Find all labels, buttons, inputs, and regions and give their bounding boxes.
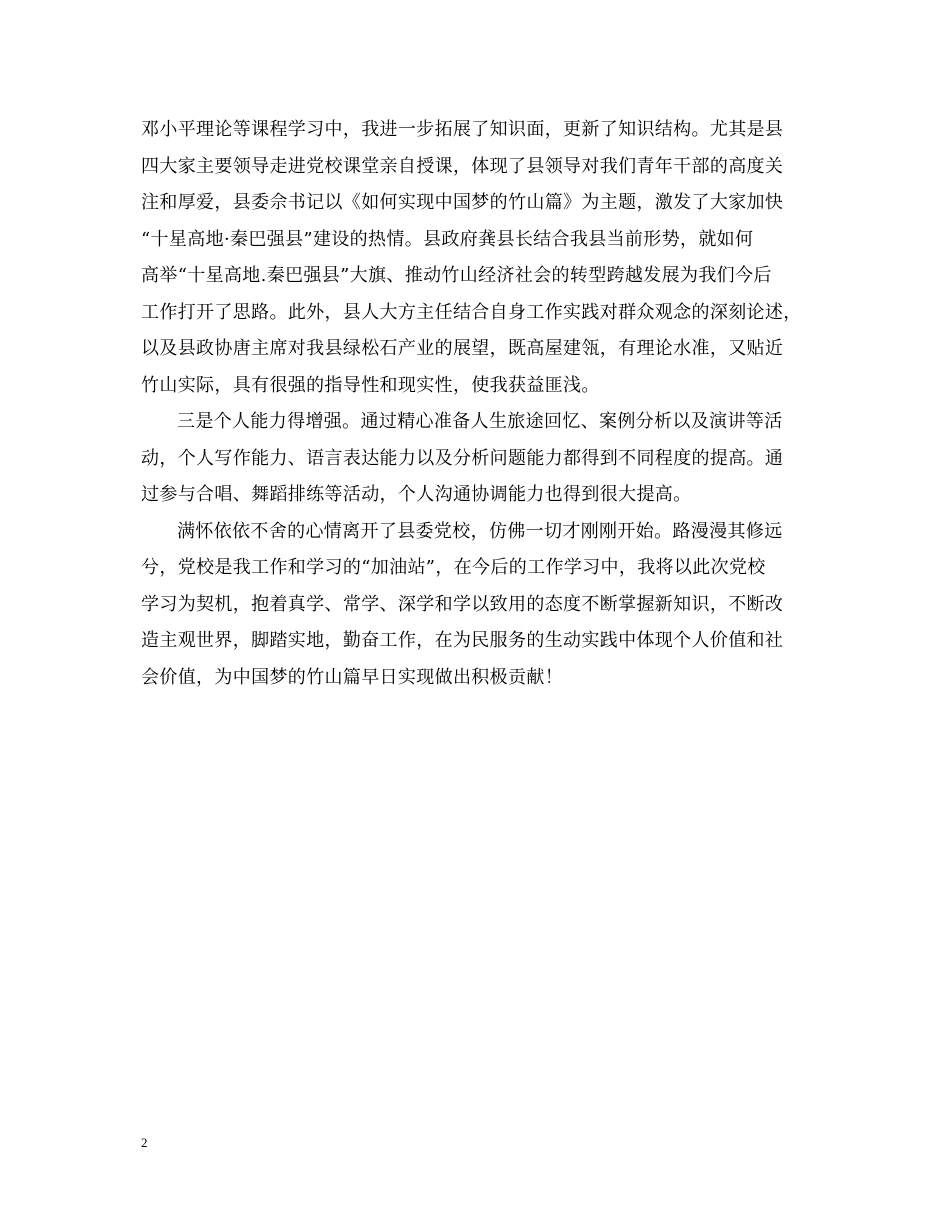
paragraph-first-line: 满怀依依不舍的心情离开了县委党校，仿佛一切才刚刚开始。路漫漫其修远 [177,520,783,542]
text-line: 工作打开了思路。此外，县人大方主任结合自身工作实践对群众观念的深刻论述， [141,301,802,323]
page-number: 2 [141,1135,148,1150]
text-line: 会价值，为中国梦的竹山篇早日实现做出积极贡献！ [141,666,564,688]
text-line: 兮，党校是我工作和学习的“加油站”，在今后的工作学习中，我将以此次党校 [141,557,766,578]
text-line: 过参与合唱、舞蹈排练等活动，个人沟通协调能力也得到很大提高。 [141,484,692,505]
text-line: 动，个人写作能力、语言表达能力以及分析问题能力都得到不同程度的提高。通 [141,447,784,469]
text-line: 邓小平理论等课程学习中，我进一步拓展了知识面，更新了知识结构。尤其是县 [141,119,784,140]
document-body [141,112,816,696]
text-line: 以及县政协唐主席对我县绿松石产业的展望，既高屋建瓴，有理论水准，又贴近 [141,338,784,359]
text-line: 造主观世界，脚踏实地，勤奋工作，在为民服务的生动实践中体现个人价值和社 [141,630,784,651]
text-line: “十星高地·秦巴强县”建设的热情。县政府龚县长结合我县当前形势，就如何 [141,228,754,250]
text-line: 学习为契机，抱着真学、常学、深学和学以致用的态度不断掌握新知识，不断改 [141,593,784,615]
paragraph-first-line: 三是个人能力得增强。通过精心准备人生旅途回忆、案例分析以及演讲等活 [177,411,783,432]
text-line: 高举“十星高地.秦巴强县”大旗、推动竹山经济社会的转型跨越发展为我们今后 [141,265,772,286]
text-line: 注和厚爱，县委佘书记以《如何实现中国梦的竹山篇》为主题，激发了大家加快 [141,192,784,213]
text-line: 四大家主要领导走进党校课堂亲自授课，体现了县领导对我们青年干部的高度关 [141,155,784,177]
text-line: 竹山实际，具有很强的指导性和现实性，使我获益匪浅。 [141,374,600,396]
